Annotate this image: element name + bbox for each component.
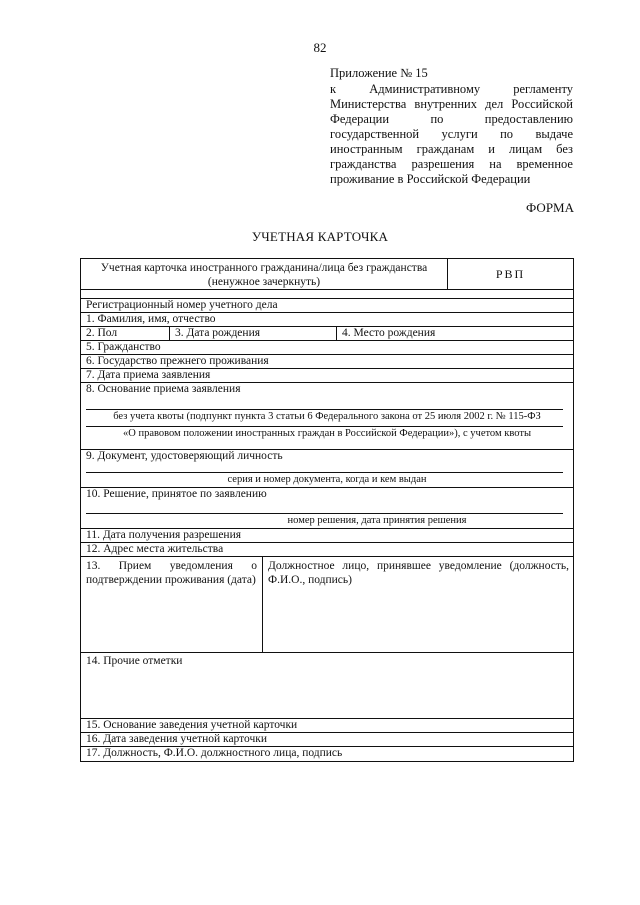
field-official-signature — [81, 747, 573, 761]
field-label: 16. Дата заведения учетной карточки — [86, 733, 268, 745]
field-application-date — [81, 369, 573, 383]
card-header-row — [81, 259, 573, 290]
field-citizenship — [81, 341, 573, 355]
field-label: 9. Документ, удостоверяющий личность — [86, 450, 283, 462]
registration-card-table — [80, 258, 574, 762]
field-birth-date: 3. Дата рождения — [170, 327, 337, 340]
field-residence-address — [81, 543, 573, 557]
card-header-title: Учетная карточка иностранного гражданина/лица без гражданства — [100, 262, 428, 274]
field-label: Регистрационный номер учетного дела — [86, 299, 278, 311]
page-number: 82 — [313, 40, 327, 55]
field-card-basis — [81, 719, 573, 733]
basis-note-2: «О правовом положении иностранных граждан в Российской Федерации»), с учетом квоты — [123, 428, 531, 439]
field-row-sex-birth — [81, 327, 573, 341]
field-label: 11. Дата получения разрешения — [86, 529, 242, 541]
fill-line — [86, 409, 563, 410]
field-label: 8. Основание приема заявления — [86, 383, 241, 395]
field-label: 10. Решение, принятое по заявлению — [86, 488, 267, 500]
field-notification-date: 13. Прием уведомления о подтверждении проживания (дата) — [81, 557, 263, 652]
fill-line — [86, 472, 563, 473]
appendix-text: к Административному регламенту Министерства внутренних дел Российской Федерации по предоставлению государственной услуги по выдаче иностранным гражданам и лицам без гражданства разрешения на временное проживание в Российской Федерации — [330, 82, 573, 186]
card-header-left — [81, 259, 448, 289]
identity-document-note: серия и номер документа, когда и кем выдан — [227, 474, 427, 485]
field-label: 14. Прочие отметки — [86, 655, 183, 667]
form-label: ФОРМА — [526, 200, 574, 215]
field-label: 17. Должность, Ф.И.О. должностного лица, подпись — [86, 747, 343, 759]
field-decision — [81, 488, 573, 529]
field-reg-number — [81, 299, 573, 313]
fill-line — [86, 513, 563, 514]
field-permit-date — [81, 529, 573, 543]
document-title: УЧЕТНАЯ КАРТОЧКА — [251, 229, 389, 244]
field-label: 6. Государство прежнего проживания — [86, 355, 269, 367]
appendix-block — [330, 66, 573, 187]
appendix-heading: Приложение № 15 — [330, 66, 428, 80]
field-previous-country — [81, 355, 573, 369]
field-label: 7. Дата приема заявления — [86, 369, 211, 381]
field-label: 1. Фамилия, имя, отчество — [86, 313, 216, 325]
field-birth-place: 4. Место рождения — [342, 327, 436, 339]
field-label: 15. Основание заведения учетной карточки — [86, 719, 298, 731]
field-notification-official: Должностное лицо, принявшее уведомление (должность, Ф.И.О., подпись) — [268, 560, 569, 586]
field-notification-row — [81, 557, 573, 653]
basis-note-1: без учета квоты (подпункт пункта 3 статьи 6 Федерального закона от 25 июля 2002 г. № 115-ФЗ — [113, 411, 541, 422]
field-other-notes — [81, 653, 573, 719]
field-identity-document — [81, 450, 573, 488]
field-sex: 2. Пол — [81, 327, 170, 340]
fill-line — [86, 426, 563, 427]
decision-note: номер решения, дата принятия решения — [287, 515, 467, 526]
field-card-date — [81, 733, 573, 747]
empty-row — [81, 290, 573, 299]
field-full-name — [81, 313, 573, 327]
field-application-basis — [81, 383, 573, 450]
field-label: 5. Гражданство — [86, 341, 161, 353]
card-header-code: РВП — [495, 267, 526, 281]
card-header-note: (ненужное зачеркнуть) — [207, 276, 321, 288]
field-label: 12. Адрес места жительства — [86, 543, 224, 555]
